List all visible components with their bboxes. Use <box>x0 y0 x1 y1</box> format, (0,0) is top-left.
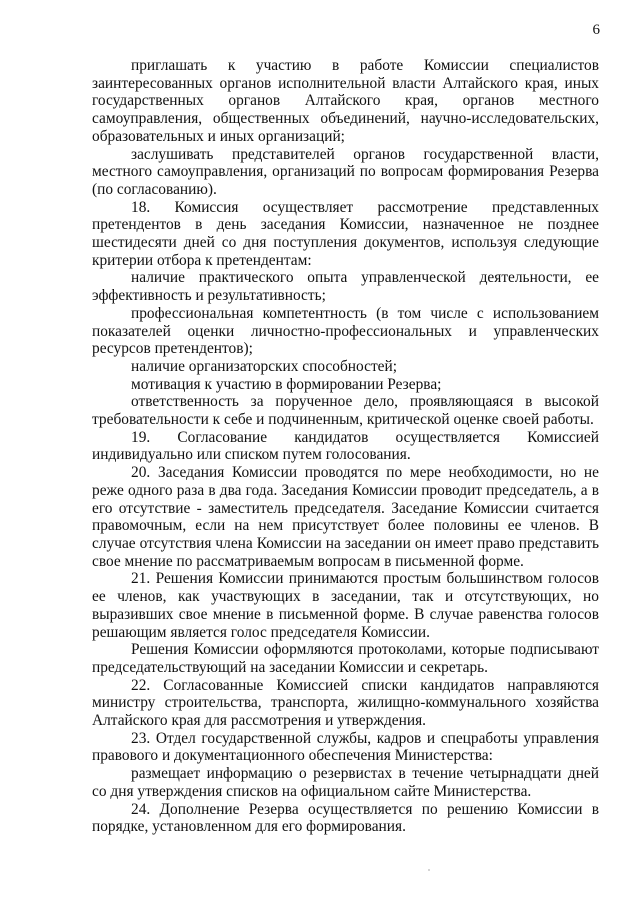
paragraph-19: 19. Согласование кандидатов осуществляется Комиссией индивидуально или списком путем голосования. <box>92 428 599 464</box>
paragraph-invite-specialists: приглашать к участию в работе Комиссии специалистов заинтересованных органов исполнительной власти Алтайского края, иных государственных органов Алтайского края, органов местного самоуправления, общественных объединений, научно-исследовательских, образовательных и иных организаций; <box>92 57 599 145</box>
criterion-management-experience: наличие практического опыта управленческой деятельности, ее эффективность и результативность; <box>92 269 599 305</box>
criterion-motivation: мотивация к участию в формировании Резерва; <box>131 375 442 393</box>
paragraph-21: 21. Решения Комиссии принимаются простым большинством голосов ее членов, как участвующих в заседании, так и отсутствующих, но выразивших свое мнение в письменной форме. В случае равенства голосов решающим является голос председателя Комиссии. <box>92 570 599 641</box>
criterion-organizational-skills: наличие организаторских способностей; <box>131 357 398 375</box>
paragraph-20: 20. Заседания Комиссии проводятся по мере необходимости, но не реже одного раза в два года. Заседания Комиссии проводит председатель, а в его отсутствие - заместитель председателя. Заседание Комиссии считается правомочным, если на нем присутствует более половины ее членов. В случае отсутствия члена Комиссии на заседании он имеет право представить свое мнение по рассматриваемым вопросам в письменной форме. <box>92 464 599 570</box>
paragraph-23-publish: размещает информацию о резервистах в течение четырнадцати дней со дня утверждения списков на официальном сайте Министерства. <box>92 765 599 800</box>
criterion-responsibility: ответственность за порученное дело, проявляющаяся в высокой требовательности к себе и подчиненным, критической оценке своей работы. <box>92 393 599 429</box>
paragraph-24: 24. Дополнение Резерва осуществляется по решению Комиссии в порядке, установленном для его формирования. <box>92 800 599 836</box>
paragraph-hear-representatives: заслушивать представителей органов государственной власти, местного самоуправления, организаций по вопросам формирования Резерва (по согласованию). <box>92 145 599 198</box>
paragraph-21-protocols: Решения Комиссии оформляются протоколами, которые подписывают председательствующий на заседании Комиссии и секретарь. <box>92 641 599 676</box>
scan-speck <box>428 869 430 871</box>
paragraph-23: 23. Отдел государственной службы, кадров и спецработы управления правового и документационного обеспечения Министерства: <box>92 729 599 765</box>
criterion-professional-competence: профессиональная компетентность (в том числе с использованием показателей оценки личностно-профессиональных и управленческих ресурсов претендентов); <box>92 304 599 358</box>
paragraph-22: 22. Согласованные Комиссией списки кандидатов направляются министру строительства, транспорта, жилищно-коммунального хозяйства Алтайского края для рассмотрения и утверждения. <box>92 676 599 730</box>
document-body <box>92 57 599 836</box>
paragraph-18: 18. Комиссия осуществляет рассмотрение представленных претендентов в день заседания Комиссии, назначенное не позднее шестидесяти дней со дня поступления документов, используя следующие критерии отбора к претендентам: <box>92 198 599 269</box>
page-number: 6 <box>592 22 600 38</box>
